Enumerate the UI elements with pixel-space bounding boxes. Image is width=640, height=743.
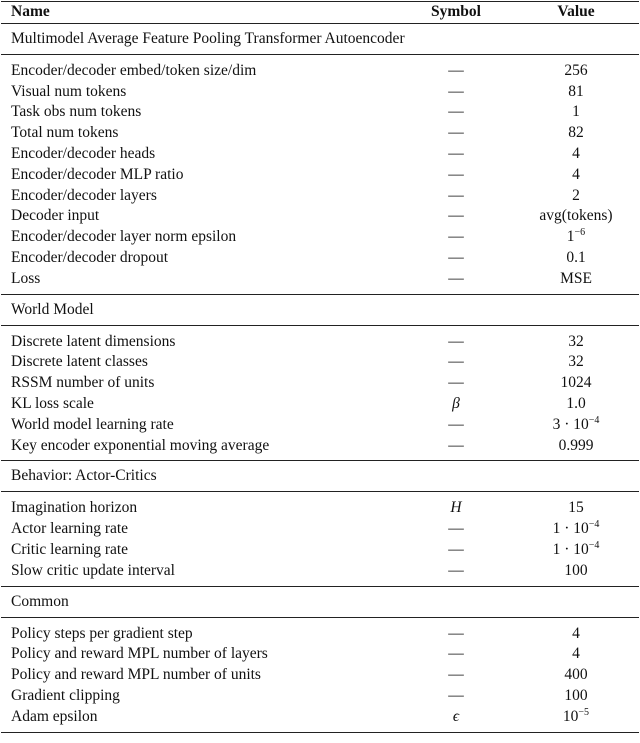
param-name: Key encoder exponential moving average: [11, 436, 270, 454]
param-value: 81: [568, 82, 584, 100]
param-value: 15: [568, 499, 584, 517]
param-symbol: —: [448, 561, 464, 579]
param-name: Imagination horizon: [11, 499, 138, 517]
table-row: [1, 373, 639, 394]
value-exponent: −5: [578, 706, 590, 718]
param-value: 0.999: [558, 436, 594, 454]
table-row: [1, 415, 639, 436]
param-name: Adam epsilon: [11, 707, 98, 725]
param-name: Encoder/decoder layers: [11, 186, 157, 204]
param-value: 4: [572, 144, 580, 162]
param-symbol: ϵ: [452, 707, 460, 725]
param-symbol: —: [448, 82, 464, 100]
table-row: [1, 436, 639, 461]
param-symbol: —: [448, 207, 464, 225]
section-title: World Model: [1, 294, 639, 325]
param-name: Encoder/decoder heads: [11, 144, 156, 162]
param-name: Encoder/decoder layer norm epsilon: [11, 228, 237, 246]
param-symbol: —: [448, 144, 464, 162]
param-value: [513, 519, 639, 540]
param-symbol: —: [448, 332, 464, 350]
param-value: 1: [572, 103, 580, 121]
table-row: [1, 561, 639, 586]
param-name: Decoder input: [11, 207, 100, 225]
column-header-value: Value: [557, 3, 595, 20]
param-name: Visual num tokens: [11, 82, 127, 100]
param-symbol: —: [448, 353, 464, 371]
param-symbol: —: [448, 540, 464, 558]
param-name: Gradient clipping: [11, 686, 120, 704]
value-base: 1 · 10: [552, 520, 589, 538]
param-value: 2: [572, 186, 580, 204]
param-name: Total num tokens: [11, 124, 119, 142]
param-name: KL loss scale: [11, 394, 94, 412]
section-header-row: [1, 23, 639, 54]
value-base: 10: [562, 707, 579, 725]
section-title: Multimodel Average Feature Pooling Transformer Autoencoder: [1, 23, 639, 54]
param-value: [513, 707, 639, 732]
value-exponent: −4: [588, 518, 600, 530]
param-symbol: —: [448, 103, 464, 121]
column-header-name: Name: [11, 3, 50, 20]
param-symbol: —: [448, 61, 464, 79]
table-row: [1, 644, 639, 665]
param-name: Policy and reward MPL number of layers: [11, 645, 268, 663]
param-value: 82: [568, 124, 584, 142]
table-row: [1, 165, 639, 186]
table-row: [1, 227, 639, 248]
table-row: [1, 617, 639, 644]
param-value: 100: [564, 561, 588, 579]
param-value: MSE: [560, 269, 592, 287]
section-header-row: [1, 294, 639, 325]
param-symbol: —: [448, 645, 464, 663]
hyperparameter-table: [1, 1, 639, 733]
param-symbol: —: [448, 248, 464, 266]
param-name: Loss: [11, 269, 41, 287]
value-exponent: −6: [574, 227, 586, 239]
param-name: Discrete latent classes: [11, 353, 148, 371]
param-value: 400: [564, 666, 588, 684]
param-symbol: —: [448, 436, 464, 454]
value-base: 1: [566, 228, 575, 246]
param-symbol: —: [448, 228, 464, 246]
param-symbol: —: [448, 269, 464, 287]
param-value: 4: [572, 624, 580, 642]
value-exponent: −4: [588, 539, 600, 551]
section-header-row: [1, 461, 639, 492]
param-value: 32: [568, 332, 584, 350]
table-row: [1, 394, 639, 415]
param-name: Encoder/decoder embed/token size/dim: [11, 61, 257, 79]
column-header-symbol: Symbol: [431, 3, 481, 20]
table-row: [1, 665, 639, 686]
param-symbol: H: [450, 499, 462, 517]
param-symbol: —: [448, 165, 464, 183]
param-value: avg(tokens): [539, 207, 613, 225]
param-symbol: —: [448, 415, 464, 433]
table-row: [1, 519, 639, 540]
param-value: [513, 227, 639, 248]
table-row: [1, 144, 639, 165]
section-title: Behavior: Actor-Critics: [1, 461, 639, 492]
table-body: [1, 23, 639, 732]
param-symbol: —: [448, 624, 464, 642]
param-symbol: —: [448, 124, 464, 142]
table-row: [1, 123, 639, 144]
table-row: [1, 206, 639, 227]
param-value: 4: [572, 165, 580, 183]
table-row: [1, 352, 639, 373]
table-row: [1, 707, 639, 732]
param-value: 100: [564, 686, 588, 704]
param-name: Slow critic update interval: [11, 561, 175, 579]
param-value: 0.1: [566, 248, 586, 266]
table-row: [1, 186, 639, 207]
table-header-row: [1, 2, 639, 24]
param-name: Critic learning rate: [11, 540, 129, 558]
param-value: 4: [572, 645, 580, 663]
param-symbol: —: [448, 520, 464, 538]
param-name: Actor learning rate: [11, 520, 129, 538]
param-name: Encoder/decoder MLP ratio: [11, 165, 184, 183]
table-row: [1, 102, 639, 123]
section-title: Common: [1, 586, 639, 617]
param-name: World model learning rate: [11, 415, 174, 433]
param-name: RSSM number of units: [11, 374, 155, 392]
param-symbol: —: [448, 686, 464, 704]
param-symbol: —: [448, 186, 464, 204]
param-name: Task obs num tokens: [11, 103, 142, 121]
table-row: [1, 540, 639, 561]
param-symbol: —: [448, 374, 464, 392]
param-name: Discrete latent dimensions: [11, 332, 176, 350]
param-symbol: β: [452, 394, 460, 412]
value-base: 1 · 10: [552, 540, 589, 558]
param-name: Encoder/decoder dropout: [11, 248, 169, 266]
param-value: 32: [568, 353, 584, 371]
table-row: [1, 492, 639, 519]
table-row: [1, 325, 639, 352]
value-exponent: −4: [588, 414, 600, 426]
section-header-row: [1, 586, 639, 617]
table-row: [1, 269, 639, 294]
value-base: 3 · 10: [552, 415, 589, 433]
table-row: [1, 248, 639, 269]
param-value: 256: [564, 61, 588, 79]
table-row: [1, 82, 639, 103]
param-name: Policy steps per gradient step: [11, 624, 193, 642]
param-value: [513, 540, 639, 561]
table-row: [1, 54, 639, 81]
param-value: [513, 415, 639, 436]
param-symbol: —: [448, 666, 464, 684]
table-row: [1, 686, 639, 707]
param-name: Policy and reward MPL number of units: [11, 666, 261, 684]
param-value: 1.0: [566, 394, 586, 412]
param-value: 1024: [560, 374, 592, 392]
